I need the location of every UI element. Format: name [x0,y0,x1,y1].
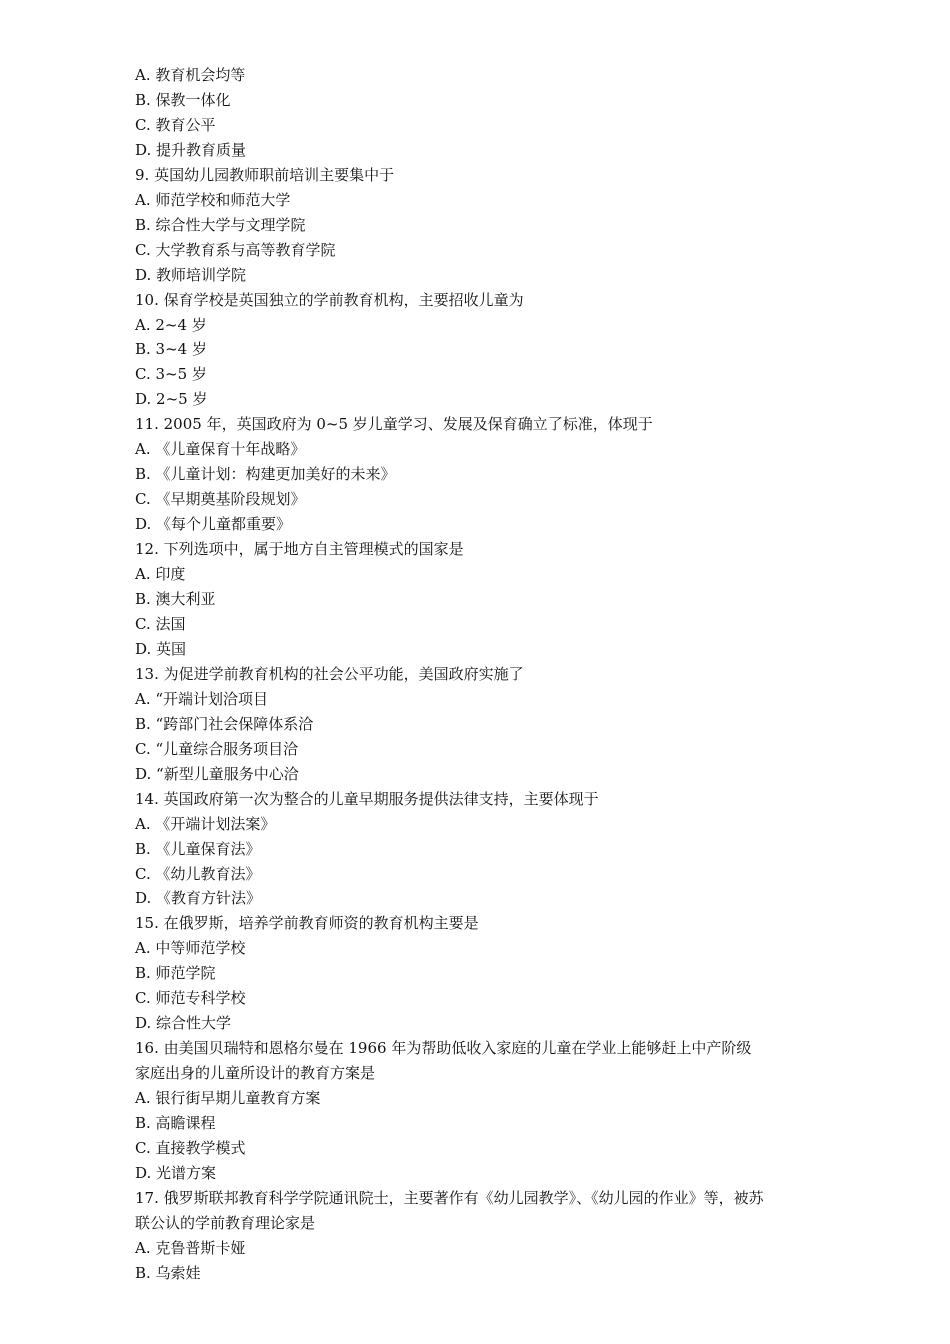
text-line: B. 师范学院 [135,964,216,983]
text-line: A. 教育机会均等 [135,66,246,84]
text-line: D. 2~5 岁 [135,390,208,409]
text-line: A. 中等师范学校 [135,939,246,958]
text-line: A. 克鲁普斯卡娅 [135,1238,246,1257]
text-line: 15. 在俄罗斯，培养学前教育师资的教育机构主要是 [135,914,479,933]
text-line: B. “跨部门社会保障体系洽 [135,714,314,733]
text-line: 家庭出身的儿童所设计的教育方案是 [135,1064,376,1083]
text-line: D. 《每个儿童都重要》 [135,515,292,534]
text-line: A. 师范学校和师范大学 [135,190,291,209]
text-line: C. 3~5 岁 [135,365,207,384]
text-line: D. 提升教育质量 [135,140,247,159]
text-line: A. “开端计划洽项目 [135,689,269,708]
text-line: C. 法国 [135,614,186,633]
text-line: B. 保教一体化 [135,90,231,109]
text-line: D. “新型儿童服务中心洽 [135,764,299,783]
text-line: D. 英国 [135,639,187,658]
text-line: B. 《儿童保育法》 [135,839,261,858]
text-line: D. 光谱方案 [135,1163,217,1182]
text-line: B. 高瞻课程 [135,1114,216,1133]
text-line: 12. 下列选项中，属于地方自主管理模式的国家是 [135,540,464,559]
text-line: C. 直接教学模式 [135,1138,246,1157]
text-line: C. “儿童综合服务项目洽 [135,739,299,758]
text-line: C. 师范专科学校 [135,989,246,1008]
text-line: D. 《教育方针法》 [135,889,262,908]
text-line: C. 《幼儿教育法》 [135,864,261,883]
text-line: C. 教育公平 [135,115,216,134]
text-line: A. 《儿童保育十年战略》 [135,440,306,459]
document-page [135,63,825,1286]
text-line: D. 综合性大学 [135,1014,232,1033]
text-line: B. 3~4 岁 [135,340,207,359]
text-line: 16. 由美国贝瑞特和恩格尔曼在 1966 年为帮助低收入家庭的儿童在学业上能够赶上中产阶级 [135,1039,752,1058]
text-line: C. 《早期奠基阶段规划》 [135,490,306,509]
text-line: B. 《儿童计划：构建更加美好的未来》 [135,465,396,484]
text-line: 14. 英国政府第一次为整合的儿童早期服务提供法律支持，主要体现于 [135,789,599,808]
text-line: C. 大学教育系与高等教育学院 [135,240,336,259]
text-line: 10. 保育学校是英国独立的学前教育机构，主要招收儿童为 [135,290,524,309]
text-line: D. 教师培训学院 [135,265,247,284]
text-line: B. 澳大利亚 [135,590,216,609]
text-line: A. 印度 [135,565,186,584]
text-line: 联公认的学前教育理论家是 [135,1213,316,1232]
text-line: 9. 英国幼儿园教师职前培训主要集中于 [135,165,395,184]
text-line: A. 2~4 岁 [135,315,207,334]
text-line: 13. 为促进学前教育机构的社会公平功能，美国政府实施了 [135,664,524,683]
text-line: 11. 2005 年，英国政府为 0~5 岁儿童学习、发展及保育确立了标准，体现于 [135,415,653,434]
text-line: B. 综合性大学与文理学院 [135,215,306,234]
text-line: B. 乌索娃 [135,1263,201,1282]
text-line: A. 银行街早期儿童教育方案 [135,1089,321,1108]
text-line: A. 《开端计划法案》 [135,814,276,833]
text-line: 17. 俄罗斯联邦教育科学学院通讯院士，主要著作有《幼儿园教学》、《幼儿园的作业》等，被苏 [135,1188,764,1207]
